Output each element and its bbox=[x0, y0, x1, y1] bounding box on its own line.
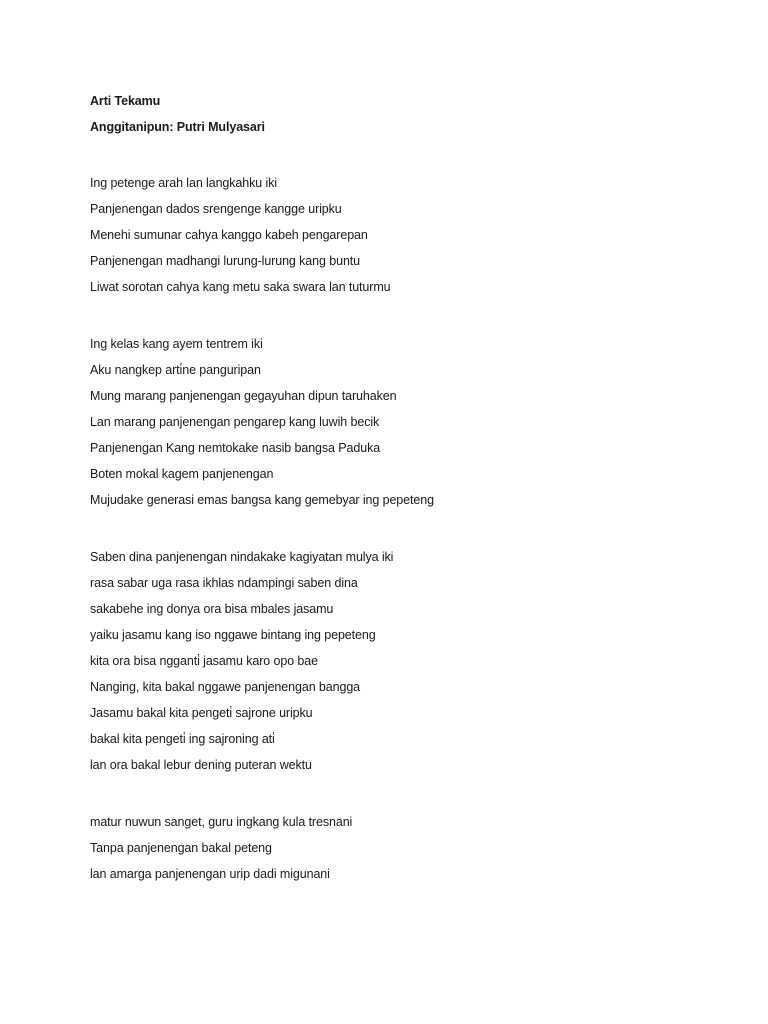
poem-line: Menehi sumunar cahya kanggo kabeh pengarepan bbox=[90, 228, 368, 242]
stanza-4 bbox=[90, 809, 690, 887]
poem-line: Nanging, kita bakal nggawe panjenengan bangga bbox=[90, 680, 361, 694]
stanza-1 bbox=[90, 170, 690, 300]
stanza-2 bbox=[90, 331, 690, 513]
poem-line: matur nuwun sanget, guru ingkang kula tresnani bbox=[90, 815, 353, 829]
poem-line: rasa sabar uga rasa ikhlas ndampingi saben dina bbox=[90, 576, 358, 590]
poem-line: Panjenengan dados srengenge kangge uripku bbox=[90, 202, 342, 216]
poem-line: Aku nangkep arti̇ne panguripan bbox=[90, 363, 261, 377]
poem-line: Lan marang panjenengan pengarep kang luwih becik bbox=[90, 415, 380, 429]
poem-title: Arti Tekamu bbox=[90, 94, 161, 108]
poem-line: Panjenengan madhangi lurung-lurung kang buntu bbox=[90, 254, 361, 268]
poem-line: Ing petenge arah lan langkahku iki bbox=[90, 176, 278, 190]
poem-line: Tanpa panjenengan bakal peteng bbox=[90, 841, 272, 855]
poem-line: lan ora bakal lebur dening puteran wektu bbox=[90, 758, 312, 772]
poem-line: Saben dina panjenengan nindakake kagiyatan mulya iki bbox=[90, 550, 394, 564]
poem-line: bakal kita pengeti̇ ing sajroning ati̇ bbox=[90, 732, 275, 746]
poem-line: kita ora bisa ngganti̇ jasamu karo opo bae bbox=[90, 654, 318, 668]
poem-line: Liwat sorotan cahya kang metu saka swara lan tuturmu bbox=[90, 280, 391, 294]
poem-line: Jasamu bakal kita pengeti̇ sajrone uripku bbox=[90, 706, 313, 720]
poem-line: yaiku jasamu kang iso nggawe bintang ing pepeteng bbox=[90, 628, 376, 642]
poem-line: Panjenengan Kang nemtokake nasib bangsa Paduka bbox=[90, 441, 381, 455]
poem-line: Ing kelas kang ayem tentrem iki bbox=[90, 337, 263, 351]
poem-line: Mung marang panjenengan gegayuhan dipun taruhaken bbox=[90, 389, 397, 403]
poem-author: Anggitanipun: Putri Mulyasari bbox=[90, 120, 265, 134]
poem-line: lan amarga panjenengan urip dadi migunani bbox=[90, 867, 330, 881]
poem-line: Mujudake generasi emas bangsa kang gemebyar ing pepeteng bbox=[90, 493, 434, 507]
poem-line: Boten mokal kagem panjenengan bbox=[90, 467, 274, 481]
stanza-3 bbox=[90, 544, 690, 778]
poem-line: sakabehe ing donya ora bisa mbales jasamu bbox=[90, 602, 334, 616]
document-page bbox=[90, 88, 690, 887]
